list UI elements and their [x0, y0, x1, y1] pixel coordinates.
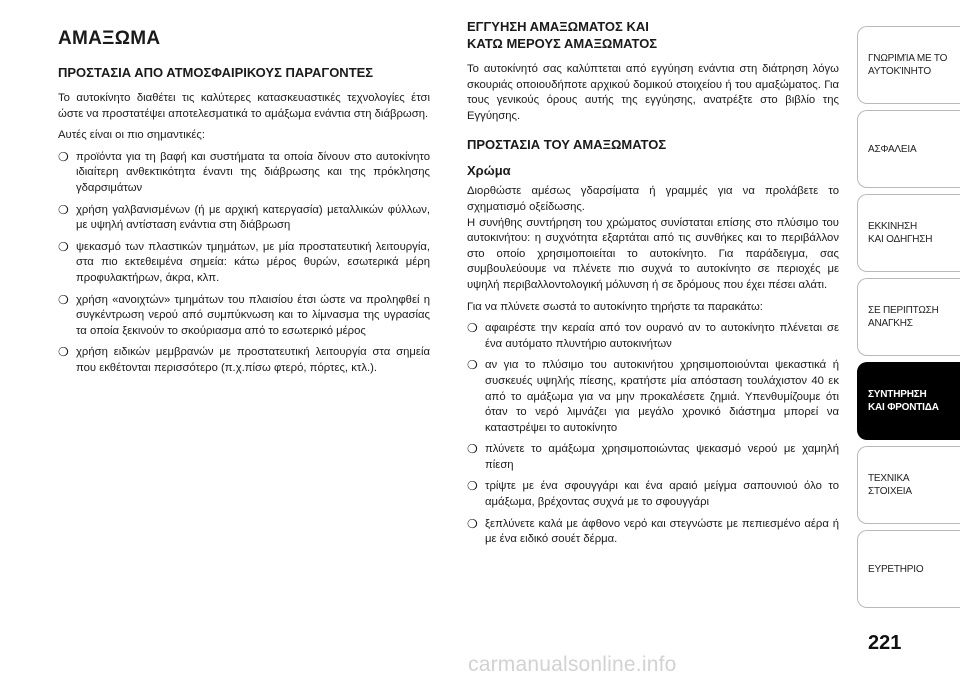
circle-bullet-icon: ❍ [467, 442, 478, 457]
section-heading-weather-protection: ΠΡΟΣΤΑΣΙΑ ΑΠΟ ΑΤΜΟΣΦΑΙΡΙΚΟΥΣ ΠΑΡΑΓΟΝΤΕΣ [58, 65, 374, 80]
list-item [467, 321, 839, 352]
list-item [58, 203, 430, 234]
list-item-text: προϊόντα για τη βαφή και συστήματα τα οποία δίνουν στο αυτοκίνητο ιδιαίτερη ανθεκτικότητα έναντι της διάβρωσης και της πρόκλησης γδαρσιμάτων [76, 150, 430, 194]
intro-paragraph: Το αυτοκίνητο διαθέτει τις καλύτερες κατασκευαστικές τεχνολογίες έτσι ώστε να προστατέψει αποτελεσματικά το αμάξωμα ενάντια στη διάβρωση. [58, 92, 430, 120]
paint-paragraph-1: Διορθώστε αμέσως γδαρσίματα ή γραμμές για να προλάβετε το σχηματισμό οξείδωσης. [467, 185, 839, 213]
list-item [467, 479, 839, 510]
list-item [467, 517, 839, 548]
list-item-text: ξεπλύνετε καλά με άφθονο νερό και στεγνώστε με πεπιεσμένο αέρα ή με ένα ειδικό σουέτ δέρμα. [485, 517, 839, 546]
tab-maintenance-care[interactable]: ΣΥΝΤΗΡΗΣΗ ΚΑΙ ΦΡΟΝΤΙΔΑ [857, 362, 960, 440]
warranty-heading [467, 18, 839, 52]
list-item [58, 293, 430, 340]
list-item-text: αφαιρέστε την κεραία από τον ουρανό αν το αυτοκίνητο πλένεται σε ένα αυτόματο πλυντήριο αυτοκινήτων [485, 322, 839, 350]
circle-bullet-icon: ❍ [467, 358, 478, 373]
protection-list [58, 150, 430, 377]
warranty-paragraph: Το αυτοκίνητό σας καλύπτεται από εγγύηση ενάντια στη διάτρηση λόγω σκουριάς οποιουδήποτε αρχικού δομικού στοιχείου ή του αμαξώματος. Για τους γενικούς όρους αυτής της εγγύησης, ανατρέξτε στο βιβλίο της Εγγύησης. [467, 63, 839, 122]
circle-bullet-icon: ❍ [58, 292, 69, 307]
tab-starting-driving[interactable]: ΕΚΚΙΝΗΣΗ ΚΑΙ ΟΔΗΓΗΣΗ [857, 194, 960, 272]
tab-index[interactable]: ΕΥΡΕΤΗΡΙΟ [857, 530, 960, 608]
list-item [467, 358, 839, 436]
washing-list [467, 321, 839, 548]
section-heading-body-protection: ΠΡΟΣΤΑΣΙΑ ΤΟΥ ΑΜΑΞΩΜΑΤΟΣ [467, 137, 667, 153]
right-column [467, 18, 839, 554]
circle-bullet-icon: ❍ [58, 202, 69, 217]
subheading-paint: Χρώμα [467, 163, 511, 179]
list-item [58, 150, 430, 197]
list-item [467, 442, 839, 473]
tab-emergency[interactable]: ΣΕ ΠΕΡΙΠΤΩΣΗ ΑΝΑΓΚΗΣ [857, 278, 960, 356]
circle-bullet-icon: ❍ [467, 479, 478, 494]
page-title: ΑΜΑΞΩΜΑ [58, 28, 161, 49]
paint-paragraph-2: Η συνήθης συντήρηση του χρώματος συνίσταται επίσης στο πλύσιμο του αυτοκινήτου: η συχνότητα εξαρτάται από τις συνθήκες και το περιβάλλον στο οποίο χρησιμοποιείται το αυτοκίνητο. Για παράδειγμα, σας συμβουλεύουμε να πλένετε πιο συχνά το αυτοκίνητο σε περιοχές με υψηλή περιβαλλοντολογική μόλυνση ή σε δρόμους που έχει πέσει αλάτι. [467, 216, 839, 291]
watermark-text: carmanualsonline.info [468, 653, 677, 676]
list-item-text: τρίψτε με ένα σφουγγάρι και ένα αραιό μείγμα σαπουνιού όλο το αμάξωμα, βρέχοντας συχνά με το σφουγγάρι [485, 480, 839, 509]
circle-bullet-icon: ❍ [58, 239, 69, 254]
circle-bullet-icon: ❍ [58, 149, 69, 164]
list-item-text: πλύνετε το αμάξωμα χρησιμοποιώντας ψεκασμό νερού με χαμηλή πίεση [485, 443, 839, 471]
list-item [58, 345, 430, 376]
wash-lead-paragraph: Για να πλύνετε σωστά το αυτοκίνητο τηρήστε τα παρακάτω: [467, 300, 763, 313]
circle-bullet-icon: ❍ [467, 516, 478, 531]
list-item-text: ψεκασμό των πλαστικών τμημάτων, με μία προστατευτική λειτουργία, στα πιο εκτεθειμένα σημεία: κάτω μέρος θυρών, εσωτερικά μέρη προφυλακτήρων, άκρα, κλπ. [76, 240, 430, 284]
list-item-text: αν για το πλύσιμο του αυτοκινήτου χρησιμοποιούνται ψεκαστικά ή συσκευές υψηλής πίεσης, κρατήστε μία απόσταση τουλάχιστον 40 εκ από το αμάξωμα για να μην προκαλέσετε ζημιά. Υπενθυμίζουμε ότι όταν το νερό λιμνάζει για μεγάλο χρονικό διάστημα μπορεί να καταστρέψει το αυτοκίνητο [485, 359, 839, 434]
section-index-tabs [857, 26, 960, 614]
list-item [58, 240, 430, 287]
warranty-heading-line1: ΕΓΓΥΗΣΗ ΑΜΑΞΩΜΑΤΟΣ ΚΑΙ [467, 19, 649, 34]
tab-safety[interactable]: ΑΣΦΑΛΕΙΑ [857, 110, 960, 188]
lead-paragraph: Αυτές είναι οι πιο σημαντικές: [58, 129, 206, 142]
tab-technical-data[interactable]: ΤΕΧΝΙΚΑ ΣΤΟΙΧΕΙΑ [857, 446, 960, 524]
left-column [58, 18, 430, 383]
warranty-heading-line2: ΚΑΤΩ ΜΕΡΟΥΣ ΑΜΑΞΩΜΑΤΟΣ [467, 36, 658, 51]
circle-bullet-icon: ❍ [467, 321, 478, 336]
list-item-text: χρήση ειδικών μεμβρανών με προστατευτική λειτουργία στα σημεία που εκθέτονται περισσότερο (π.χ.πίσω φτερό, πόρτες, κτλ.). [76, 346, 430, 374]
list-item-text: χρήση «ανοιχτών» τμημάτων του πλαισίου έτσι ώστε να προληφθεί η συγκέντρωση νερού από συμπύκνωση και το λίμνασμα της υγρασίας τα οποία ξεκινούν το σκούριασμα από το εσωτερικό μέρος [76, 293, 430, 337]
circle-bullet-icon: ❍ [58, 345, 69, 360]
list-item-text: χρήση γαλβανισμένων (ή με αρχική κατεργασία) μεταλλικών φύλλων, με υψηλή αντίσταση ενάντια στη διάβρωση [76, 203, 430, 232]
tab-getting-to-know[interactable]: ΓΝΩΡΙΜΊΑ ΜΕ ΤΟ ΑΥΤΟΚΊΝΗΤΟ [857, 26, 960, 104]
page-number: 221 [868, 632, 902, 654]
